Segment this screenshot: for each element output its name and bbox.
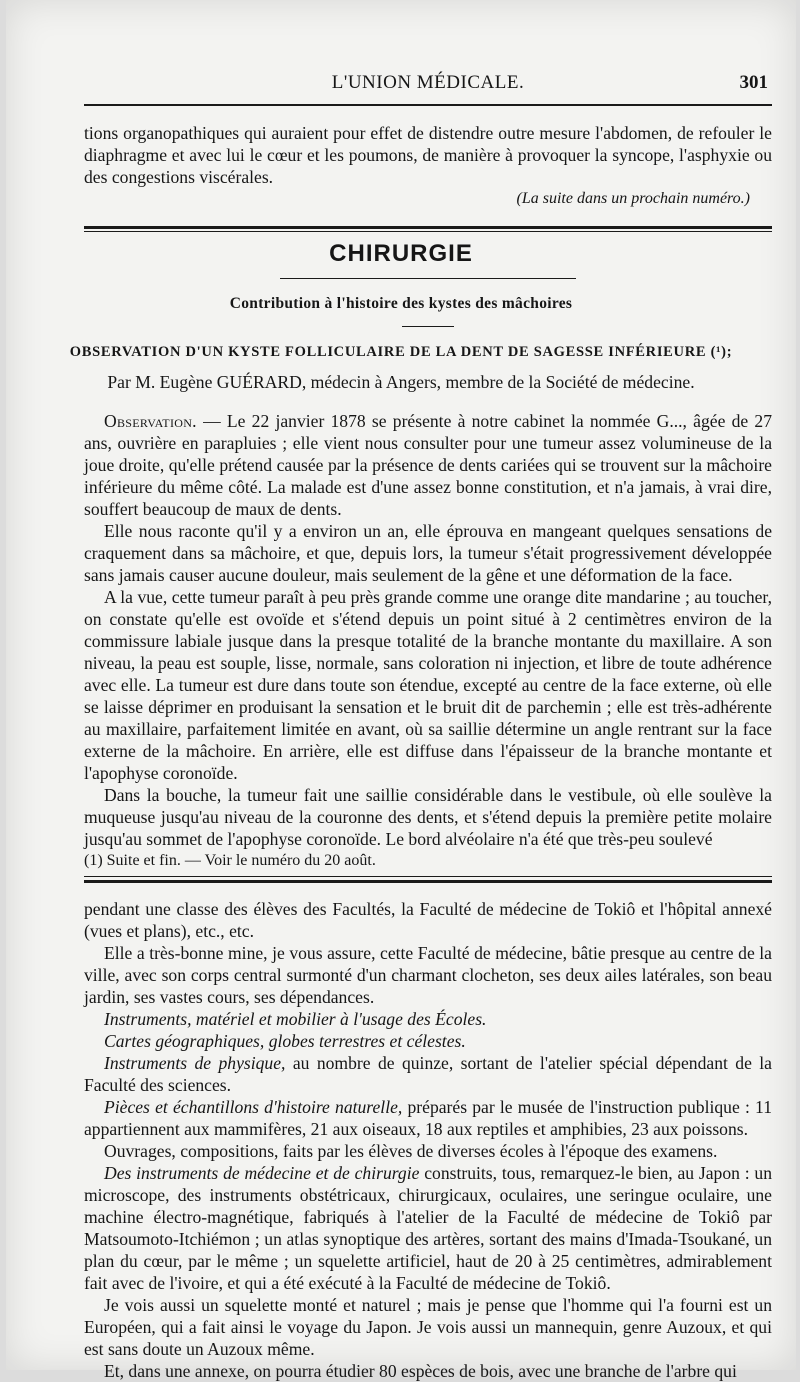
supp-paragraph-skeleton: Je vois aussi un squelette monté et naturel ; mais je pense que l'homme qui l'a fourni est un Européen, qui a fait ainsi le voyage du Japon. Je vois aussi un mannequin, genre Auzoux, et qui est sans doute un Auzoux même. xyxy=(84,1295,772,1359)
feuilleton-rule xyxy=(84,880,772,883)
running-head: L'UNION MÉDICALE. xyxy=(331,72,525,93)
supp-paragraph-1: pendant une classe des élèves des Facultés, la Faculté de médecine de Tokiô et l'hôpital annexé (vues et plans), etc., etc. xyxy=(84,899,772,941)
supp-paragraph-2: Elle a très-bonne mine, je vous assure, cette Faculté de médecine, bâtie presque au centre de la ville, avec son corps central surmonté d'un charmant clocheton, ses deux ailes latérales, son beau jardin, ses vastes cours, ses dépendances. xyxy=(84,943,772,1007)
paragraph-3: A la vue, cette tumeur paraît à peu près grande comme une orange dite mandarine ; au toucher, on constate qu'elle est ovoïde et s'étend depuis un point situé à 2 centimètres environ de la commissure labiale jusque dans la presque totalité de la branche montante du maxillaire. A son niveau, la peau est souple, lisse, normale, sans coloration ni injection, et libre de toute adhérence avec elle. La tumeur est dure dans toute son étendue, excepté au centre de la face externe, où elle se laisse déprimer en produisant la sensation et le bruit dit de parchemin ; elle est très-adhérente au maxillaire, parfaitement limitée en avant, où sa saillie détermine un angle rentrant sur la face externe de la mâchoire. En arrière, elle est diffuse dans l'épaisseur de la branche montante et l'apophyse coronoïde. xyxy=(84,587,772,783)
section-title: CHIRURGIE xyxy=(329,240,473,267)
observation-lead: Observation. xyxy=(104,411,197,431)
supp-paragraph-wood: Et, dans une annexe, on pourra étudier 80 espèces de bois, avec une branche de l'arbre qui xyxy=(104,1361,737,1381)
section-rule-top-thin xyxy=(84,231,772,232)
supplement-body xyxy=(84,898,772,1382)
paragraph-4: Dans la bouche, la tumeur fait une saillie considérable dans le vestibule, où elle soulève la muqueuse jusqu'au niveau de la couronne des dents, et s'étend depuis la première petite molaire jusqu'au sommet de l'apophyse coronoïde. Le bord alvéolaire n'a été que très-peu soulevé xyxy=(84,785,772,849)
author-line: Par M. Eugène GUÉRARD, médecin à Angers, membre de la Société de médecine. xyxy=(107,372,695,392)
paragraph-2: Elle nous raconte qu'il y a environ un an, elle éprouva en mangeant quelques sensations de craquement dans sa mâchoire, et que, depuis lors, la tumeur s'était progressivement développée sans jamais causer aucune douleur, mais seulement de la gêne et une déformation de la face. xyxy=(84,521,772,585)
supp-item-maps: Cartes géographiques, globes terrestres et célestes. xyxy=(104,1031,466,1051)
journal-page xyxy=(6,0,796,1381)
subtitle-rule xyxy=(402,326,454,327)
footnote: (1) Suite et fin. — Voir le numéro du 20 août. xyxy=(84,852,376,869)
section-rule-top xyxy=(84,226,772,229)
article-subtitle: Contribution à l'histoire des kystes des mâchoires xyxy=(229,295,573,312)
observation-title: OBSERVATION D'UN KYSTE FOLLICULAIRE DE LA DENT DE SAGESSE INFÉRIEURE (¹); xyxy=(69,344,733,360)
to-be-continued: (La suite dans un prochain numéro.) xyxy=(516,190,750,207)
supp-item-works: Ouvrages, compositions, faits par les élèves de diverses écoles à l'époque des examens. xyxy=(104,1141,718,1161)
supp-item-instruments: Instruments, matériel et mobilier à l'usage des Écoles. xyxy=(104,1009,487,1029)
supp-item-natural-history: Pièces et échantillons d'histoire naturelle, préparés par le musée de l'instruction publique : 11 appartiennent aux mammifères, 21 aux oiseaux, 18 aux reptiles et amphibies, 23 aux poissons. xyxy=(84,1097,772,1139)
paragraph-1: Observation. — Le 22 janvier 1878 se présente à notre cabinet la nommée G..., âgée de 27 ans, ouvrière en parapluies ; elle vient nous consulter pour une tumeur assez volumineuse de la joue droite, qu'elle prétend causée par la présence de dents cariées qui se trouvent sur la mâchoire inférieure du même côté. La malade est d'une assez bonne constitution, et n'a jamais, à vrai dire, souffert beaucoup de maux de dents. xyxy=(84,411,773,519)
supp-item-medical-instruments: Des instruments de médecine et de chirurgie construits, tous, remarquez-le bien, au Japon : un microscope, des instruments obstétricaux, chirurgicaux, oculaires, une seringue oculaire, une machine électro-magnétique, fabriqués à l'atelier de la Faculté de médecine de Tokiô par Matsoumoto-Itchiémon ; un atlas synoptique des artères, sortant des mains d'Imada-Tsoukané, un plan du cœur, par le même ; un squelette artificiel, haut de 20 à 25 centimètres, admirablement fait avec de l'ivoire, et qui a été exécuté à la Faculté de médecine de Tokiô. xyxy=(84,1163,772,1293)
continuation-paragraph: tions organopathiques qui auraient pour effet de distendre outre mesure l'abdomen, de refouler le diaphragme et avec lui le cœur et les poumons, de manière à provoquer la syncope, l'asphyxie ou des congestions viscérales. xyxy=(84,123,772,187)
supp-item-physics: Instruments de physique, au nombre de quinze, sortant de l'atelier spécial dépendant de la Faculté des sciences. xyxy=(84,1053,772,1095)
article-body xyxy=(84,410,772,850)
page-number: 301 xyxy=(739,72,768,93)
header-rule xyxy=(84,104,772,106)
page-header xyxy=(84,72,772,100)
title-rule xyxy=(280,278,576,279)
feuilleton-rule-top xyxy=(84,876,772,877)
